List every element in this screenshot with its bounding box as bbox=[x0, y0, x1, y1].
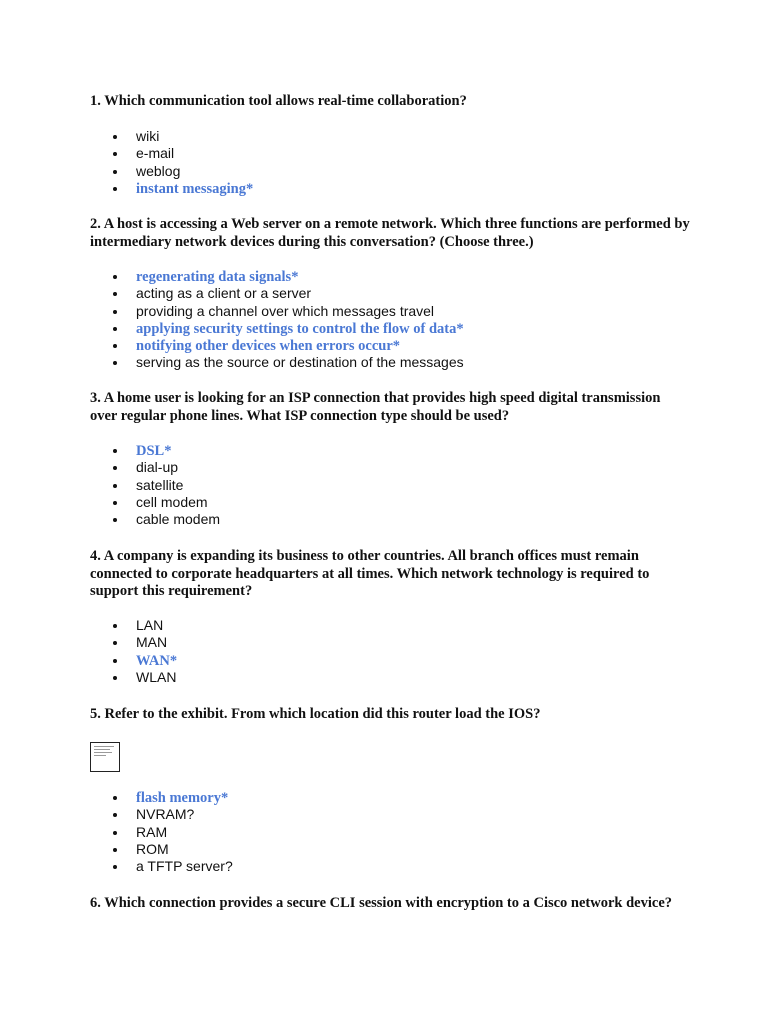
answer-text: e-mail bbox=[136, 145, 175, 162]
answer-item bbox=[0, 477, 220, 494]
question-2: 2. A host is accessing a Web server on a remote network. Which three functions are performed by intermediary network devices during this conversation? (Choose three.) bbox=[90, 216, 690, 250]
exhibit-image-thumbnail[interactable] bbox=[90, 742, 120, 772]
question-5: 5. Refer to the exhibit. From which location did this router load the IOS? bbox=[90, 706, 541, 722]
exhibit-text-line bbox=[94, 749, 110, 750]
bullet-icon bbox=[113, 624, 117, 628]
question-4: 4. A company is expanding its business to other countries. All branch offices must remain connected to corporate headquarters at all times. Which network technology is required to support this requirement? bbox=[90, 548, 650, 599]
answer-text: satellite bbox=[136, 476, 184, 493]
bullet-icon bbox=[113, 327, 117, 331]
answer-item bbox=[0, 858, 233, 875]
answer-text: cable modem bbox=[136, 511, 221, 528]
answer-item bbox=[0, 459, 220, 476]
answer-item bbox=[0, 145, 253, 162]
bullet-icon bbox=[113, 170, 117, 174]
answer-item-correct bbox=[0, 442, 220, 459]
bullet-icon bbox=[113, 292, 117, 296]
bullet-icon bbox=[113, 641, 117, 645]
question-3: 3. A home user is looking for an ISP connection that provides high speed digital transmission over regular phone lines. What ISP connection type should be used? bbox=[90, 390, 661, 424]
answer-item bbox=[0, 285, 464, 302]
bullet-icon bbox=[113, 484, 117, 488]
answer-item bbox=[0, 634, 177, 651]
bullet-icon bbox=[113, 518, 117, 522]
answer-item-correct bbox=[0, 337, 464, 354]
bullet-icon bbox=[113, 187, 117, 191]
answer-text-correct: instant messaging* bbox=[136, 180, 254, 197]
question-1: 1. Which communication tool allows real-time collaboration? bbox=[90, 93, 467, 109]
answer-item bbox=[0, 354, 464, 371]
answer-item bbox=[0, 806, 233, 823]
exhibit-text-line bbox=[94, 746, 114, 747]
answer-text-correct: DSL* bbox=[136, 443, 172, 459]
answer-text: weblog bbox=[136, 162, 181, 179]
answer-text: MAN bbox=[136, 634, 168, 651]
answer-item bbox=[0, 494, 220, 511]
answer-item-correct bbox=[0, 652, 177, 669]
answer-text: serving as the source or destination of the messages bbox=[136, 354, 464, 371]
answer-text: dial-up bbox=[136, 459, 179, 476]
bullet-icon bbox=[113, 676, 117, 680]
answer-text: WLAN bbox=[136, 668, 177, 685]
answer-item bbox=[0, 511, 220, 528]
answer-item bbox=[0, 303, 464, 320]
answer-text: ROM bbox=[136, 840, 169, 857]
answer-text-correct: flash memory* bbox=[136, 790, 229, 806]
answer-text: LAN bbox=[136, 617, 164, 633]
question-6: 6. Which connection provides a secure CLI session with encryption to a Cisco network device? bbox=[90, 895, 673, 911]
answer-item-correct bbox=[0, 180, 253, 197]
answer-item bbox=[0, 841, 233, 858]
bullet-icon bbox=[113, 501, 117, 505]
answer-item-correct bbox=[0, 268, 464, 285]
answer-text: a TFTP server? bbox=[136, 858, 233, 875]
answer-item bbox=[0, 617, 177, 634]
bullet-icon bbox=[113, 831, 117, 835]
answer-text-correct: regenerating data signals* bbox=[136, 269, 299, 285]
answer-item bbox=[0, 163, 253, 180]
answer-list-2 bbox=[0, 268, 464, 372]
answer-text: NVRAM? bbox=[136, 806, 195, 823]
answer-item-correct bbox=[0, 789, 233, 806]
answer-text: acting as a client or a server bbox=[136, 285, 312, 302]
answer-text: providing a channel over which messages travel bbox=[136, 302, 435, 319]
answer-text-correct: notifying other devices when errors occur* bbox=[136, 338, 401, 355]
bullet-icon bbox=[113, 865, 117, 869]
bullet-icon bbox=[113, 152, 117, 156]
answer-item bbox=[0, 669, 177, 686]
answer-item bbox=[0, 824, 233, 841]
answer-list-5 bbox=[0, 789, 233, 875]
bullet-icon bbox=[113, 659, 117, 663]
bullet-icon bbox=[113, 449, 117, 453]
answer-list-4 bbox=[0, 617, 177, 686]
answer-item-correct bbox=[0, 320, 464, 337]
bullet-icon bbox=[113, 135, 117, 139]
answer-list-1 bbox=[0, 128, 253, 197]
answer-text-correct: WAN* bbox=[136, 652, 178, 669]
bullet-icon bbox=[113, 466, 117, 470]
bullet-icon bbox=[113, 361, 117, 365]
bullet-icon bbox=[113, 796, 117, 800]
bullet-icon bbox=[113, 813, 117, 817]
bullet-icon bbox=[113, 344, 117, 348]
answer-text: cell modem bbox=[136, 493, 208, 510]
bullet-icon bbox=[113, 310, 117, 314]
exhibit-text-line bbox=[94, 752, 112, 753]
answer-text: wiki bbox=[136, 128, 160, 144]
answer-list-3 bbox=[0, 442, 220, 528]
answer-text-correct: applying security settings to control the flow of data* bbox=[136, 320, 464, 337]
answer-text: RAM bbox=[136, 823, 168, 840]
answer-item bbox=[0, 128, 253, 145]
bullet-icon bbox=[113, 848, 117, 852]
exhibit-text-line bbox=[94, 755, 106, 756]
bullet-icon bbox=[113, 275, 117, 279]
